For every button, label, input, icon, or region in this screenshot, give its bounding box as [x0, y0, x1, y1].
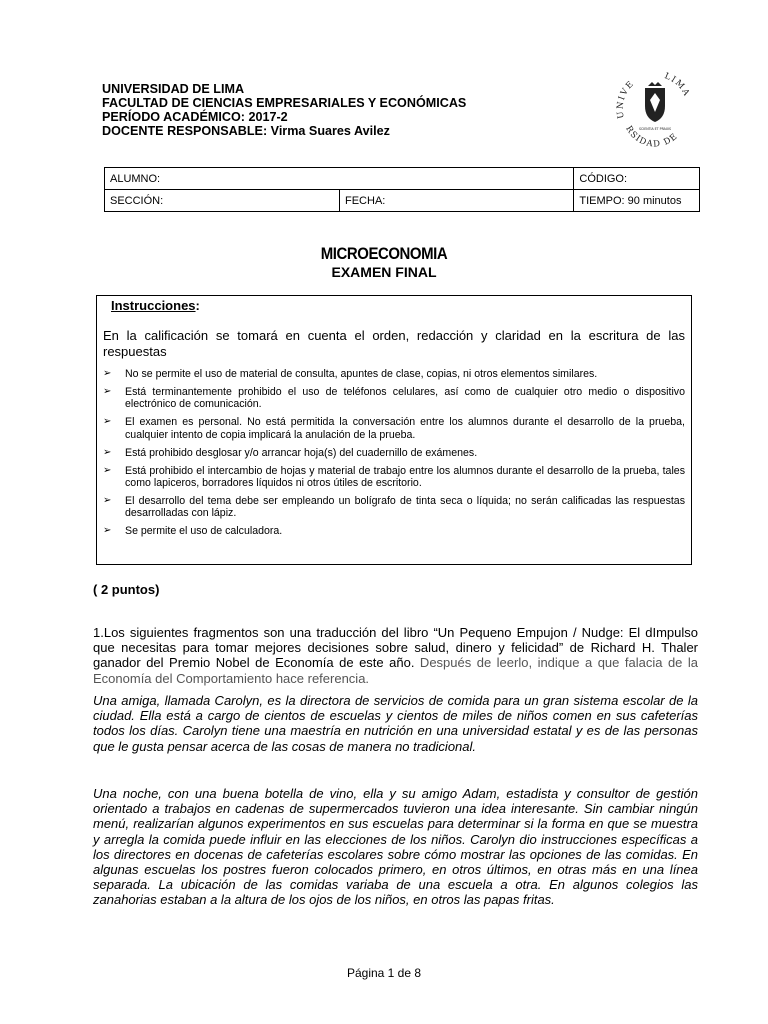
docente-label: DOCENTE RESPONSABLE: [102, 124, 268, 138]
instructions-intro: En la calificación se tomará en cuenta el orden, redacción y claridad en la escritura de las respuestas [103, 328, 685, 359]
docente-line [102, 124, 602, 138]
list-item: ➢ No se permite el uso de material de consulta, apuntes de clase, copias, ni otros elementos similares. [103, 368, 598, 380]
fecha-field[interactable]: FECHA: [340, 190, 574, 212]
svg-text:LIMA: LIMA [662, 71, 692, 99]
university-name: UNIVERSIDAD DE LIMA [102, 82, 245, 96]
list-item: ➢ El examen es personal. No está permitida la conversación entre los alumnos durante el desarrollo de la prueba, cualquier intento de copia implicará la anulación de la prueba. [103, 416, 685, 441]
list-item: ➢ Está prohibido desglosar y/o arrancar hoja(s) del cuadernillo de exámenes. [103, 446, 478, 459]
list-item: ➢ Está terminantemente prohibido el uso de teléfonos celulares, así como de cualquier otro medio o dispositivo electrónico de comunicación. [103, 385, 685, 411]
docente-name: Virma Suares Avilez [270, 124, 390, 138]
document-header [102, 82, 602, 138]
student-info-table [104, 167, 700, 212]
excerpt-paragraph-1: Una amiga, llamada Carolyn, es la directora de servicios de comida para un gran sistema escolar de la ciudad. Ella está a cargo de cientos de escuelas y cientos de miles de niños comen en sus cafeterías todos los días. Carolyn tiene una maestría en nutrición en una universidad estatal y es de las personas que le gusta pensar acerca de las cosas de manera no tradicional. [93, 693, 698, 754]
exam-title: EXAMEN FINAL [331, 264, 437, 280]
arrow-bullet-icon: ➢ [103, 446, 112, 458]
university-seal-logo [612, 66, 698, 152]
instructions-box [96, 295, 692, 565]
arrow-bullet-icon: ➢ [103, 385, 112, 397]
arrow-bullet-icon: ➢ [103, 494, 112, 506]
tiempo-field: TIEMPO: 90 minutos [574, 190, 700, 212]
question-text: 1.Los siguientes fragmentos son una traducción del libro “Un Pequeno Empujon / Nudge: El dImpulso que necesitas para tomar mejores decisiones sobre salud, dinero y felicidad” de Richard H. Thaler ganador del Premio Nobel de Economía de este año. Después de leerlo, indique a que falacia de la Economía del Comportamiento hace referencia. [93, 625, 699, 686]
instructions-heading: Instrucciones: [111, 298, 200, 313]
excerpt-paragraph-2: Una noche, con una buena botella de vino, ella y su amigo Adam, estadista y consultor de gestión orientado a trabajos en cadenas de supermercados tuvieron una idea interesante. Sin cambiar ningún menú, realizarían algunos experimentos en sus escuelas para determinar si la forma en que se muestra y arregla la comida puede influir en las elecciones de los niños. Carolyn dio instrucciones específicas a los directores en docenas de cafeterías escolares sobre cómo mostrar las opciones de las comidas. En algunas escuelas los postres fueron colocados primero, en otros últimos, en otras más en una línea separada. La ubicación de las comidas variaba de una escuela a otra. En algunos colegios las zanahorias estaban a la altura de los ojos de los niños, en otros las papas fritas. [93, 786, 698, 908]
faculty-name: FACULTAD DE CIENCIAS EMPRESARIALES Y ECONÓMICAS [102, 96, 467, 110]
svg-text:SCIENTIA ET PRAXIS: SCIENTIA ET PRAXIS [639, 127, 671, 131]
list-item: ➢ Está prohibido el intercambio de hojas y material de trabajo entre los alumnos durante el desarrollo de la prueba, tales como lapiceros, borradores líquidos ni otros útiles de escritorio. [103, 464, 685, 490]
course-title: MICROECONOMIA [320, 244, 448, 263]
rules-list [103, 368, 685, 538]
svg-text:RSIDAD DE: RSIDAD DE [623, 124, 681, 150]
list-item: ➢ Se permite el uso de calculadora. [103, 525, 283, 538]
seccion-field[interactable]: SECCIÓN: [105, 190, 340, 212]
arrow-bullet-icon: ➢ [103, 368, 112, 379]
arrow-bullet-icon: ➢ [103, 525, 112, 537]
alumno-field[interactable]: ALUMNO: [105, 168, 574, 190]
codigo-field[interactable]: CÓDIGO: [574, 168, 700, 190]
question-prompt: Después de leerlo, indique a que falacia de la Economía del Comportamiento hace referencia. [93, 655, 699, 686]
page-number: Página 1 de 8 [346, 966, 422, 980]
arrow-bullet-icon: ➢ [103, 464, 112, 476]
question-points: ( 2 puntos) [93, 582, 160, 597]
list-item: ➢ El desarrollo del tema debe ser empleando un bolígrafo de tinta seca o líquida; no serán calificadas las respuestas desarrolladas con lápiz. [103, 494, 685, 520]
svg-text:UNIVE: UNIVE [615, 78, 637, 120]
academic-period: PERÍODO ACADÉMICO: 2017-2 [102, 110, 288, 124]
arrow-bullet-icon: ➢ [103, 416, 112, 428]
